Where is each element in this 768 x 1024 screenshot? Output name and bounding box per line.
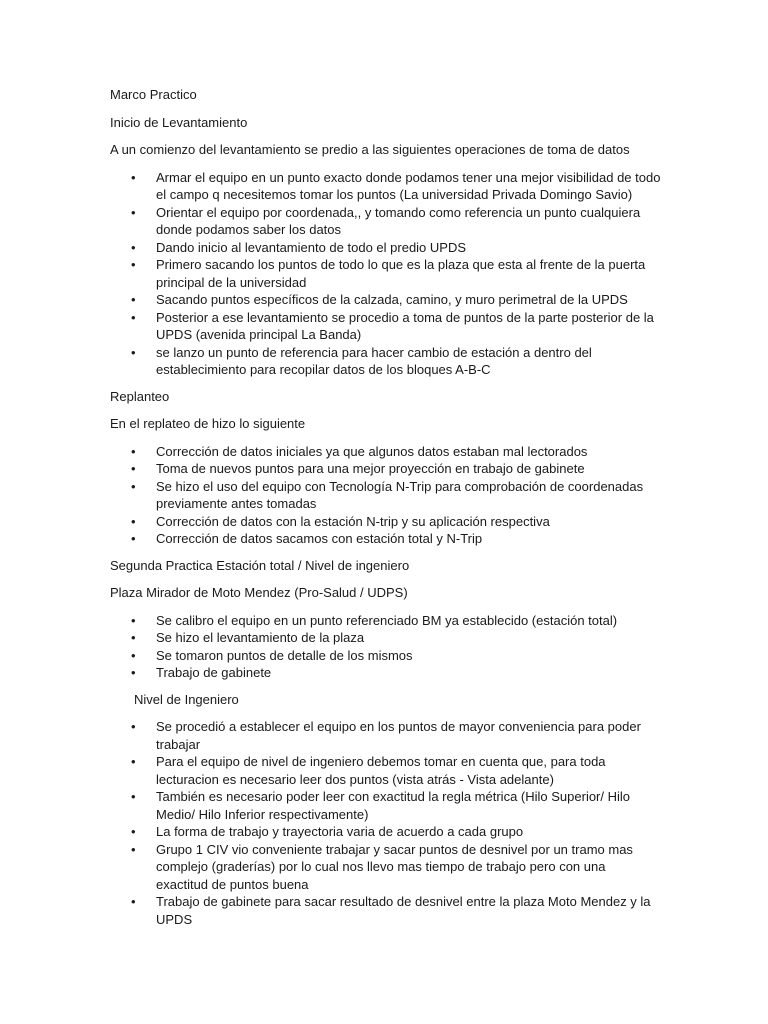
list-item: [131, 291, 661, 309]
list-item-text: Armar el equipo en un punto exacto donde podamos tener una mejor visibilidad de todo el campo q necesitemos tomar los puntos (La universidad Privada Domingo Savio): [156, 169, 661, 202]
list-item-text: Trabajo de gabinete para sacar resultado de desnivel entre la plaza Moto Mendez y la UPDS: [156, 894, 651, 927]
plaza-list: [110, 612, 661, 682]
marco-title: Marco Practico: [110, 87, 197, 102]
list-item-text: Primero sacando los puntos de todo lo que es la plaza que esta al frente de la puerta principal de la universidad: [156, 257, 646, 290]
list-item: [131, 612, 661, 630]
list-item-text: Toma de nuevos puntos para una mejor proyección en trabajo de gabinete: [156, 461, 585, 476]
bullet-icon: •: [131, 204, 136, 220]
bullet-icon: •: [131, 513, 136, 529]
list-item-text: Para el equipo de nivel de ingeniero debemos tomar en cuenta que, para toda lecturacion es necesario leer dos puntos (vista atrás - Vista adelante): [156, 754, 606, 787]
list-item: [131, 460, 661, 478]
list-item-text: Se calibro el equipo en un punto referenciado BM ya establecido (estación total): [156, 612, 618, 628]
list-item: [131, 664, 661, 682]
list-item: [131, 530, 661, 548]
list-item: [131, 169, 661, 204]
list-item-text: Posterior a ese levantamiento se procedio a toma de puntos de la parte posterior de la UPDS (avenida principal La Banda): [156, 309, 654, 342]
bullet-icon: •: [131, 292, 136, 307]
list-item: [131, 239, 661, 257]
bullet-icon: •: [131, 257, 136, 272]
bullet-icon: •: [131, 824, 136, 839]
list-item: [131, 841, 661, 894]
plaza-title: Plaza Mirador de Moto Mendez (Pro-Salud / UDPS): [110, 585, 408, 600]
bullet-icon: •: [131, 239, 136, 255]
list-item: [131, 256, 661, 291]
list-item: [131, 629, 661, 647]
bullet-icon: •: [131, 647, 136, 663]
list-item-text: Se procedió a establecer el equipo en los puntos de mayor conveniencia para poder trabajar: [156, 719, 641, 752]
segunda-practica-title: Segunda Practica Estación total / Nivel de ingeniero: [110, 557, 410, 573]
list-item: [131, 823, 661, 841]
list-item-text: Se tomaron puntos de detalle de los mismos: [156, 647, 413, 663]
bullet-icon: •: [131, 478, 136, 494]
bullet-icon: •: [131, 443, 136, 459]
list-item: [131, 647, 661, 665]
list-item: [131, 204, 661, 239]
list-item-text: También es necesario poder leer con exactitud la regla métrica (Hilo Superior/ Hilo Medio/ Hilo Inferior respectivamente): [156, 789, 631, 822]
list-item: [131, 753, 661, 788]
inicio-title: Inicio de Levantamiento: [110, 114, 248, 130]
list-item-text: Orientar el equipo por coordenada,, y tomando como referencia un punto cualquiera donde podamos saber los datos: [156, 204, 641, 237]
bullet-icon: •: [131, 754, 136, 769]
bullet-icon: •: [131, 461, 136, 476]
list-item: [131, 309, 661, 344]
bullet-icon: •: [131, 719, 136, 734]
bullet-icon: •: [131, 789, 136, 804]
list-item-text: Se hizo el uso del equipo con Tecnología N-Trip para comprobación de coordenadas previamente antes tomadas: [156, 478, 644, 511]
list-item: [131, 344, 661, 379]
list-item-text: Corrección de datos con la estación N-trip y su aplicación respectiva: [156, 513, 550, 529]
nivel-title: Nivel de Ingeniero: [134, 691, 239, 707]
list-item: [131, 513, 661, 531]
bullet-icon: •: [131, 344, 136, 360]
bullet-icon: •: [131, 612, 136, 628]
list-item-text: Dando inicio al levantamiento de todo el predio UPDS: [156, 239, 467, 255]
bullet-icon: •: [131, 665, 136, 680]
list-item: [131, 788, 661, 823]
list-item-text: Corrección de datos sacamos con estación total y N-Trip: [156, 531, 483, 546]
bullet-icon: •: [131, 630, 136, 645]
bullet-icon: •: [131, 531, 136, 546]
intro-paragraph: A un comienzo del levantamiento se predio a las siguientes operaciones de toma de datos: [110, 142, 630, 157]
levantamiento-list: [110, 169, 661, 379]
nivel-list: [110, 718, 661, 928]
list-item-text: Corrección de datos iniciales ya que algunos datos estaban mal lectorados: [156, 443, 588, 459]
bullet-icon: •: [131, 841, 136, 857]
replanteo-intro: En el replateo de hizo lo siguiente: [110, 416, 306, 431]
list-item: [131, 718, 661, 753]
list-item-text: Trabajo de gabinete: [156, 665, 272, 680]
replanteo-title: Replanteo: [110, 388, 170, 404]
list-item-text: Sacando puntos específicos de la calzada, camino, y muro perimetral de la UPDS: [156, 292, 628, 307]
bullet-icon: •: [131, 169, 136, 185]
bullet-icon: •: [131, 894, 136, 909]
list-item: [131, 443, 661, 461]
bullet-icon: •: [131, 309, 136, 325]
list-item-text: Se hizo el levantamiento de la plaza: [156, 630, 365, 645]
list-item-text: se lanzo un punto de referencia para hacer cambio de estación a dentro del establecimiento para recopilar datos de los bloques A-B-C: [156, 344, 592, 377]
list-item: [131, 893, 661, 928]
list-item: [131, 478, 661, 513]
list-item-text: Grupo 1 CIV vio conveniente trabajar y sacar puntos de desnivel por un tramo mas complejo (graderías) por lo cual nos llevo mas tiempo de trabajo pero con una exactitud de puntos buena: [156, 841, 633, 892]
replanteo-list: [110, 443, 661, 548]
list-item-text: La forma de trabajo y trayectoria varia de acuerdo a cada grupo: [156, 824, 524, 839]
